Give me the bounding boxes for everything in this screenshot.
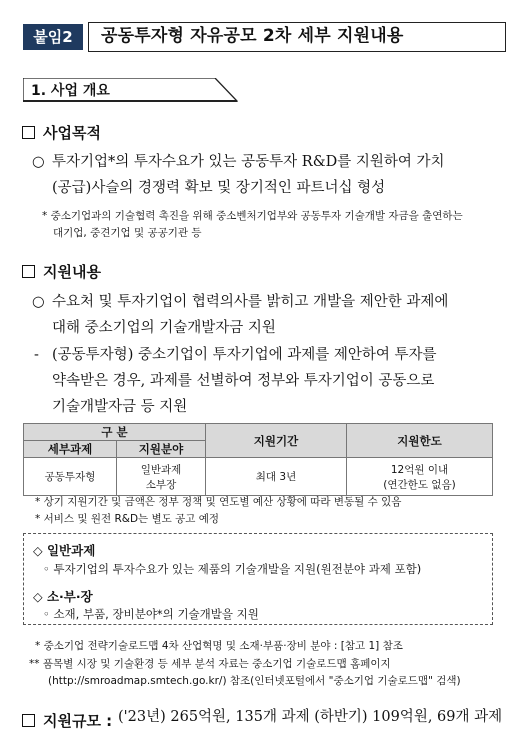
table-header-limit: 지원한도	[347, 424, 493, 458]
scale-heading-label: 지원규모 :	[43, 712, 113, 730]
purpose-bullet-mark: ○	[32, 154, 45, 170]
table-cell-limit-line-1: 12억원 이내	[390, 463, 449, 476]
sobujang-item: ◦ 소재, 부품, 장비분야*의 기술개발을 지원	[43, 607, 259, 621]
table-header-field: 지원분야	[117, 441, 206, 458]
footnote-line-1: * 중소기업 전략기술로드맵 4차 산업혁명 및 소재·부품·장비 분야 : [참고 1] 참조	[35, 640, 403, 652]
purpose-heading-label: 사업목적	[43, 124, 101, 142]
table-cell-task: 공동투자형	[24, 458, 117, 496]
purpose-note-line-1: * 중소기업과의 기술협력 촉진을 위해 중소벤처기업부와 공동투자 기술개발 자금을 출연하는	[42, 210, 463, 222]
square-bullet-icon	[22, 714, 35, 727]
support-dash-line-2: 약속받은 경우, 과제를 선별하여 정부와 투자기업이 공동으로	[52, 373, 435, 389]
footnote-line-2: ** 품목별 시장 및 기술환경 등 세부 분석 자료는 중소기업 기술로드맵 홈페이지	[29, 658, 391, 670]
square-bullet-icon	[22, 265, 35, 278]
table-cell-field	[117, 458, 206, 496]
purpose-note-line-2: 대기업, 중견기업 및 공공기관 등	[53, 227, 202, 239]
table-header-period: 지원기간	[206, 424, 347, 458]
purpose-line-2: (공급)사슬의 경쟁력 확보 및 장기적인 파트너십 형성	[52, 180, 386, 196]
scale-heading	[22, 710, 112, 731]
table-cell-limit-line-2: (연간한도 없음)	[383, 478, 456, 491]
table-cell-period: 최대 3년	[206, 458, 347, 496]
support-dash-line-1: (공동투자형) 중소기업이 투자기업에 과제를 제안하여 투자를	[52, 347, 437, 363]
section-heading	[23, 78, 238, 102]
table-header-task: 세부과제	[24, 441, 117, 458]
table-note-line-1: * 상기 지원기간 및 금액은 정부 정책 및 연도별 예산 상황에 따라 변동될 수 있음	[35, 496, 402, 508]
support-dash-line-3: 기술개발자금 등 지원	[52, 399, 188, 415]
general-task-heading: ◇ 일반과제	[33, 543, 96, 558]
support-heading	[22, 261, 101, 282]
table-cell-field-line-2: 소부장	[145, 478, 177, 491]
table-row	[24, 458, 493, 496]
support-line-1: 수요처 및 투자기업이 협력의사를 밝히고 개발을 제안한 과제에	[52, 294, 449, 310]
support-dash-mark: -	[34, 347, 39, 363]
general-task-item: ◦ 투자기업의 투자수요가 있는 제품의 기술개발을 지원(원전분야 과제 포함)	[43, 562, 422, 576]
section-title: 1. 사업 개요	[31, 83, 110, 99]
purpose-line-1: 투자기업*의 투자수요가 있는 공동투자 R&D를 지원하여 가치	[52, 154, 445, 170]
table-note-line-2: * 서비스 및 원전 R&D는 별도 공고 예정	[35, 513, 220, 525]
square-bullet-icon	[22, 126, 35, 139]
scale-text: ('23년) 265억원, 135개 과제 (하반기) 109억원, 69개 과제	[118, 709, 503, 725]
page-title: 공동투자형 자유공모 2차 세부 지원내용	[88, 22, 506, 52]
table-group-header: 구 분	[24, 424, 206, 441]
attachment-tag: 붙임2	[23, 24, 83, 50]
support-line-2: 대해 중소기업의 기술개발자금 지원	[52, 320, 276, 336]
table-cell-limit	[347, 458, 493, 496]
support-bullet-mark: ○	[32, 294, 45, 310]
table-cell-field-line-1: 일반과제	[140, 463, 182, 476]
support-heading-label: 지원내용	[43, 263, 101, 281]
sobujang-heading: ◇ 소·부·장	[33, 589, 93, 604]
support-table	[23, 423, 493, 496]
purpose-heading	[22, 122, 101, 143]
footnote-line-3: (http://smroadmap.smtech.go.kr/) 참조(인터넷포털에서 "중소기업 기술로드맵" 검색)	[48, 675, 461, 687]
